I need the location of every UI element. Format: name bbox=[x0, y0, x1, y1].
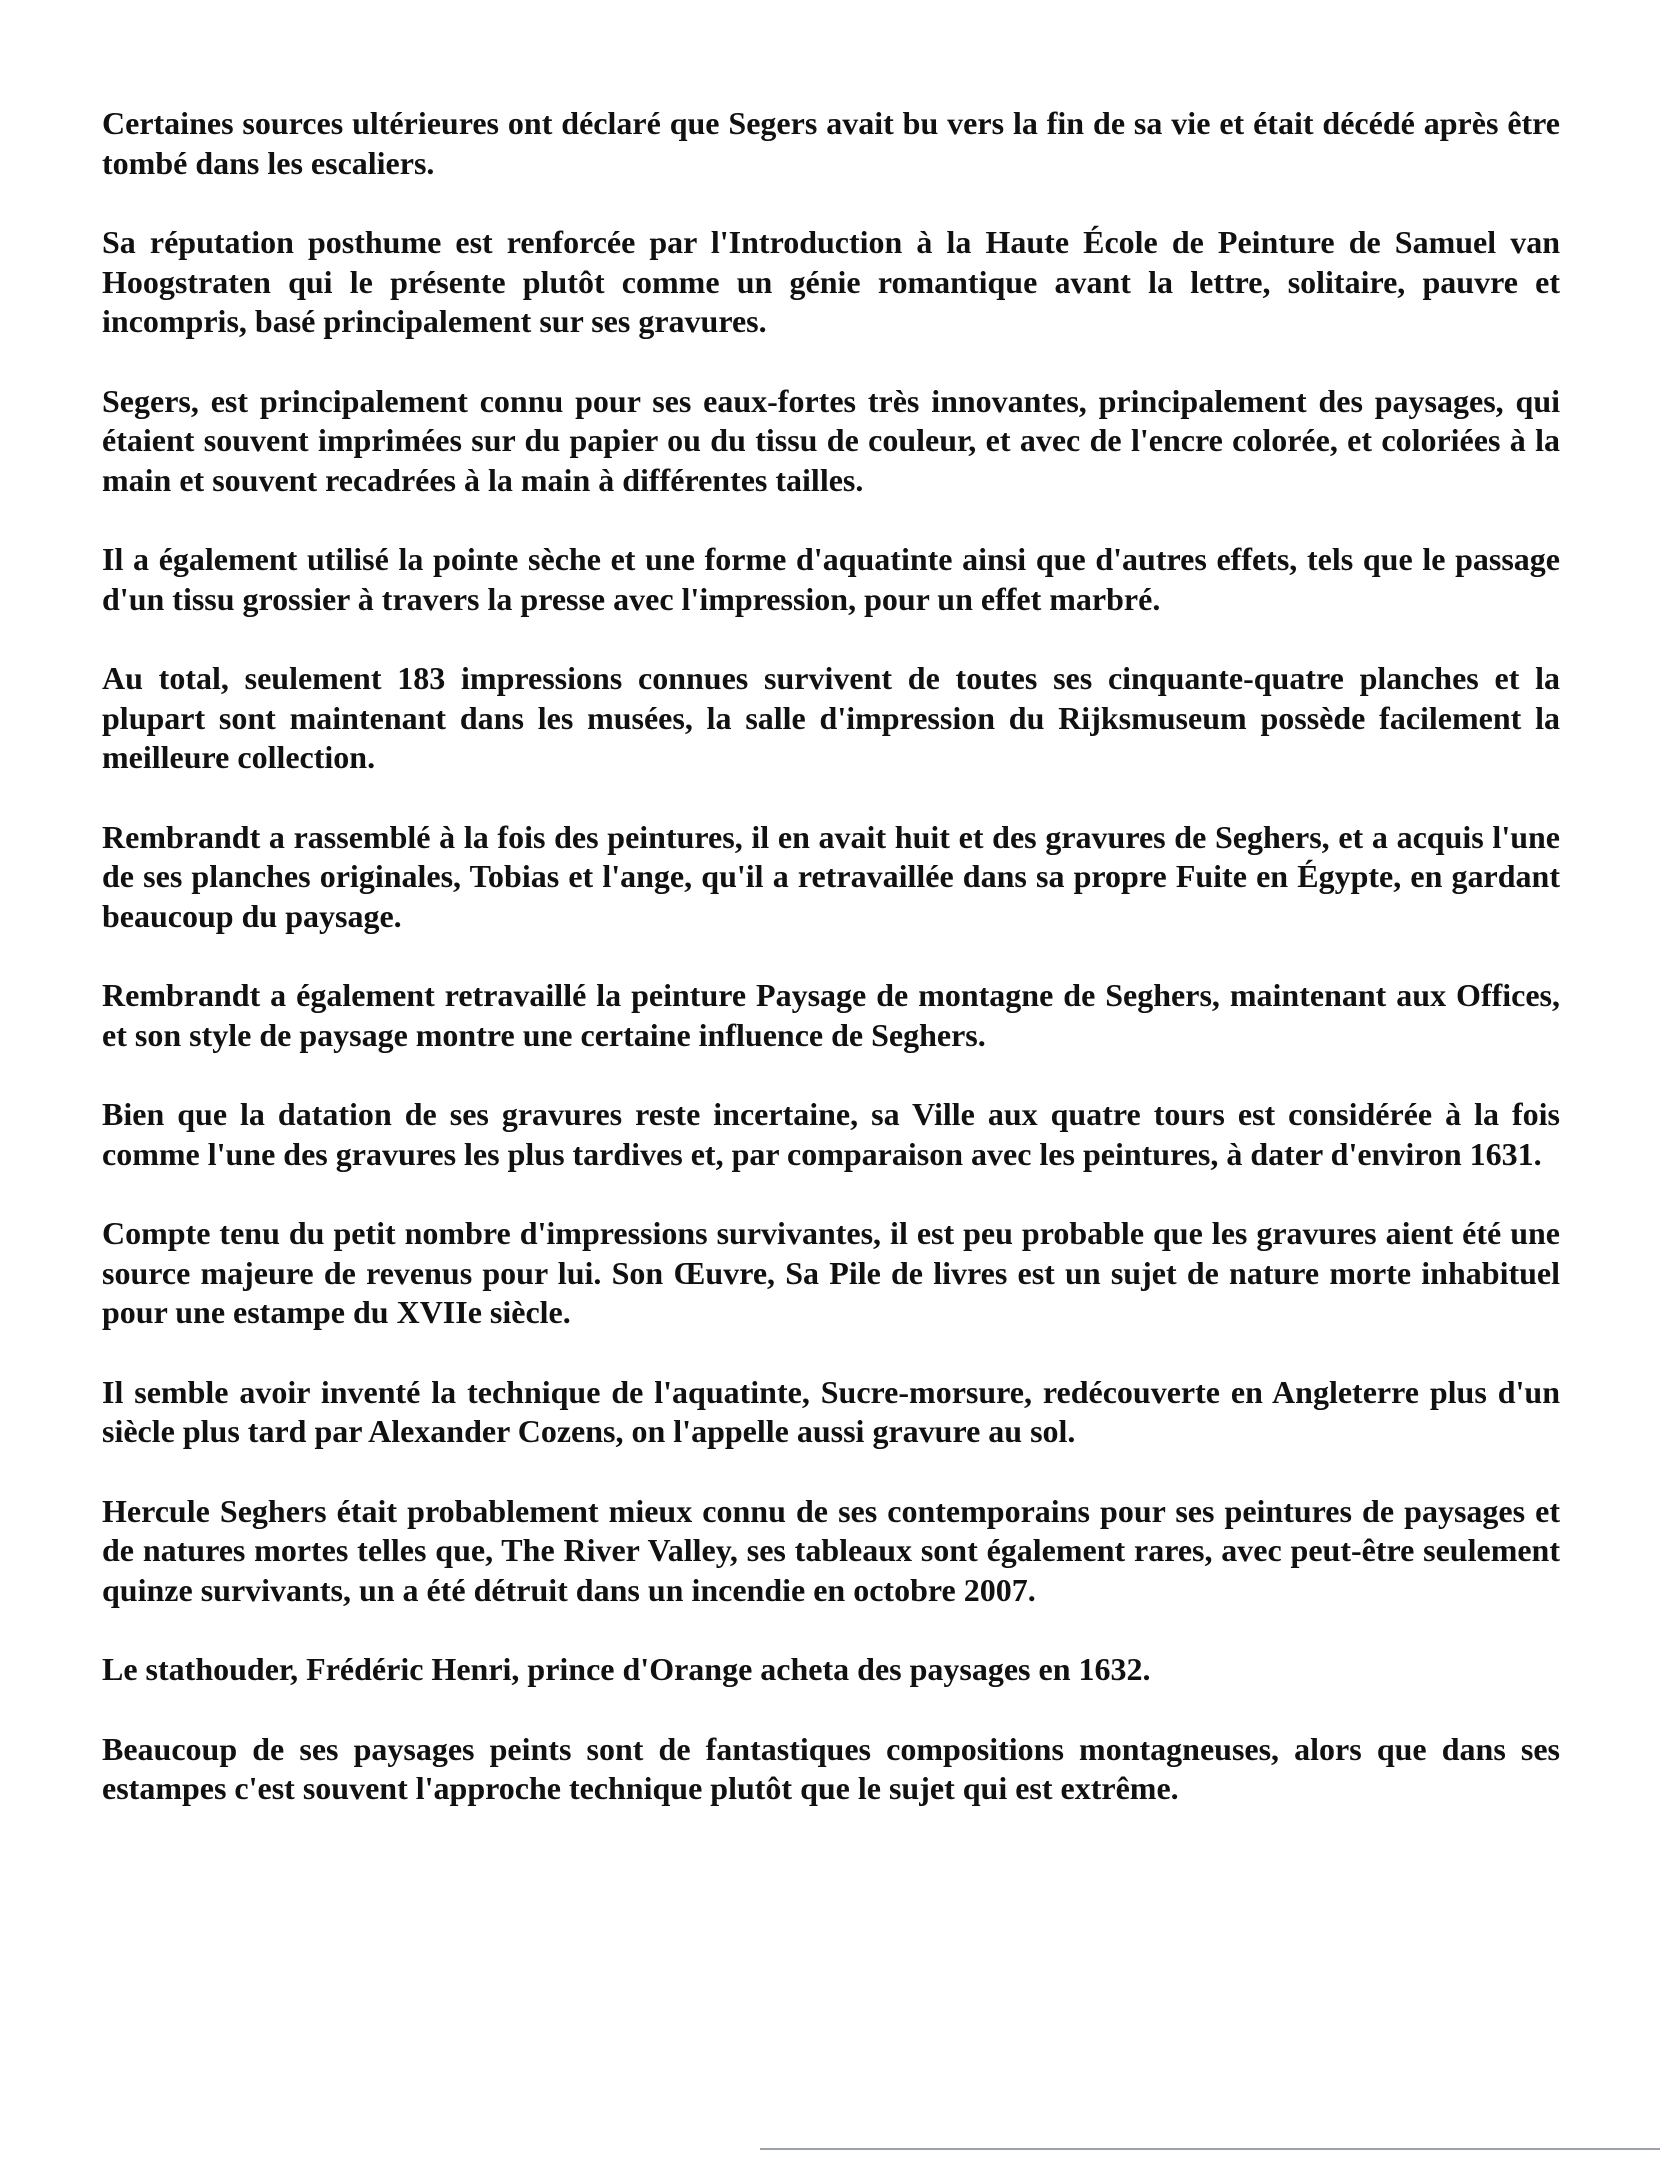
paragraph: Certaines sources ultérieures ont déclaré que Segers avait bu vers la fin de sa vie et était décédé après être tombé dans les escaliers. bbox=[102, 105, 1560, 181]
paragraph: Rembrandt a rassemblé à la fois des peintures, il en avait huit et des gravures de Seghers, et a acquis l'une de ses planches originales, Tobias et l'ange, qu'il a retravaillée dans sa propre Fuite en Égypte, en gardant beaucoup du paysage. bbox=[102, 818, 1560, 934]
paragraph: Rembrandt a également retravaillé la peinture Paysage de montagne de Seghers, maintenant aux Offices, et son style de paysage montre une certaine influence de Seghers. bbox=[102, 977, 1560, 1053]
paragraph: Il a également utilisé la pointe sèche et une forme d'aquatinte ainsi que d'autres effets, tels que le passage d'un tissu grossier à travers la presse avec l'impression, pour un effet marbré. bbox=[102, 541, 1560, 617]
paragraph: Il semble avoir inventé la technique de l'aquatinte, Sucre-morsure, redécouverte en Angleterre plus d'un siècle plus tard par Alexander Cozens, on l'appelle aussi gravure au sol. bbox=[102, 1373, 1560, 1449]
paragraph: Compte tenu du petit nombre d'impressions survivantes, il est peu probable que les gravures aient été une source majeure de revenus pour lui. Son Œuvre, Sa Pile de livres est un sujet de nature morte inhabituel pour une estampe du XVIIe siècle. bbox=[102, 1215, 1560, 1330]
paragraph: Sa réputation posthume est renforcée par l'Introduction à la Haute École de Peinture de Samuel van Hoogstraten qui le présente plutôt comme un génie romantique avant la lettre, solitaire, pauvre et incompris, basé principalement sur ses gravures. bbox=[102, 224, 1560, 339]
paragraph: Segers, est principalement connu pour ses eaux-fortes très innovantes, principalement des paysages, qui étaient souvent imprimées sur du papier ou du tissu de couleur, et avec de l'encre colorée, et coloriées à la main et souvent recadrées à la main à différentes tailles. bbox=[102, 382, 1560, 498]
paragraph: Le stathouder, Frédéric Henri, prince d'Orange acheta des paysages en 1632. bbox=[102, 1651, 1151, 1687]
bottom-edge-rule bbox=[760, 2148, 1660, 2150]
body-text bbox=[102, 104, 1560, 1809]
paragraph: Hercule Seghers était probablement mieux connu de ses contemporains pour ses peintures de paysages et de natures mortes telles que, The River Valley, ses tableaux sont également rares, avec peut-être seulement quinze survivants, un a été détruit dans un incendie en octobre 2007. bbox=[102, 1492, 1560, 1608]
paragraph: Au total, seulement 183 impressions connues survivent de toutes ses cinquante-quatre planches et la plupart sont maintenant dans les musées, la salle d'impression du Rijksmuseum possède facilement la meilleure collection. bbox=[102, 660, 1560, 775]
paragraph: Beaucoup de ses paysages peints sont de fantastiques compositions montagneuses, alors que dans ses estampes c'est souvent l'approche technique plutôt que le sujet qui est extrême. bbox=[102, 1730, 1560, 1806]
paragraph: Bien que la datation de ses gravures reste incertaine, sa Ville aux quatre tours est considérée à la fois comme l'une des gravures les plus tardives et, par comparaison avec les peintures, à dater d'environ 1631. bbox=[102, 1096, 1560, 1172]
